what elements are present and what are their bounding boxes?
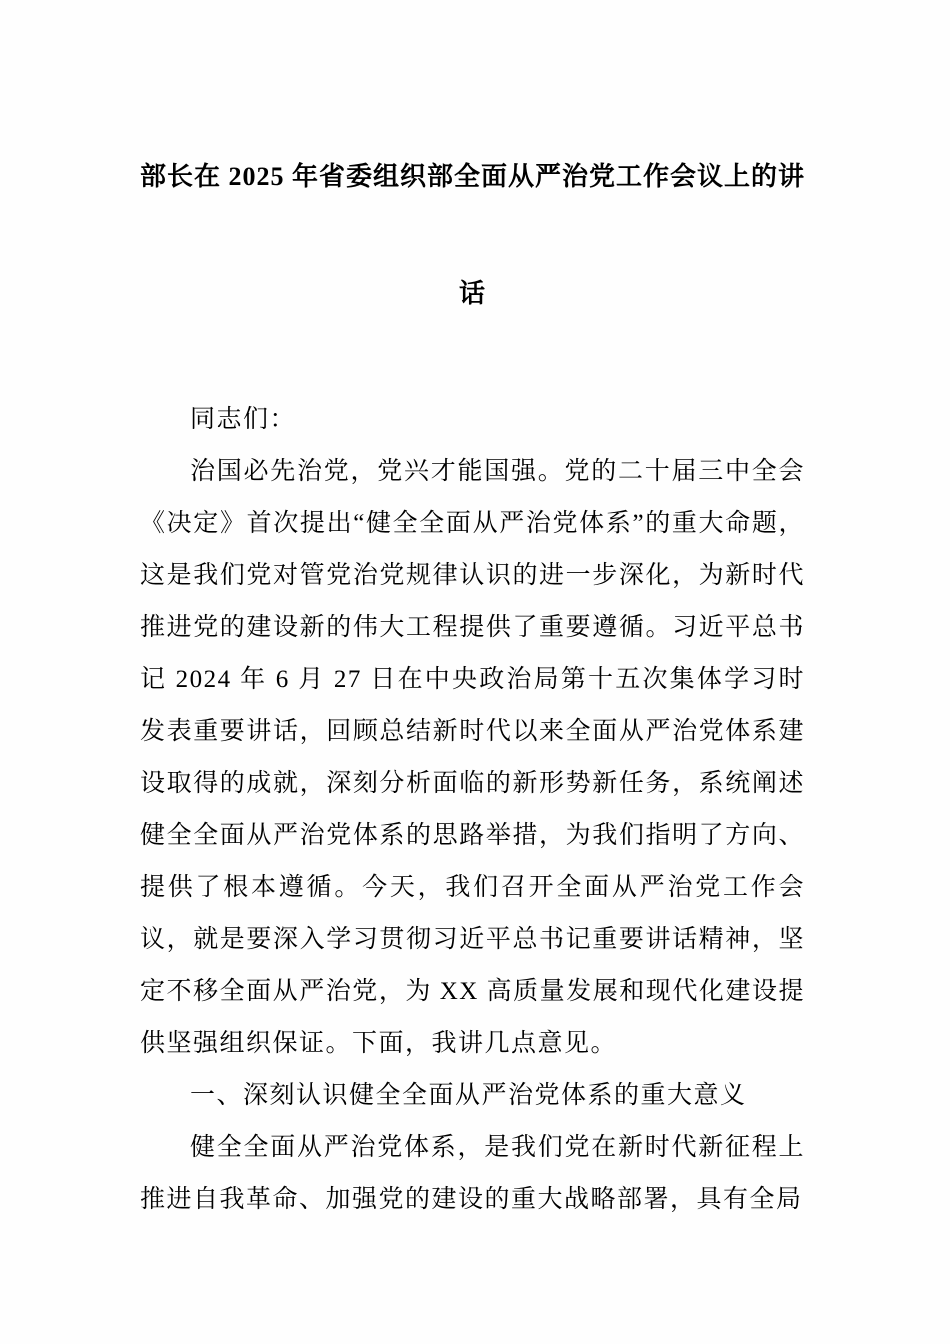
salutation: 同志们： — [190, 406, 297, 433]
document-title — [140, 118, 805, 352]
document-body — [140, 394, 805, 1226]
document-title-line-2: 话 — [458, 279, 486, 308]
section-heading-1: 一、深刻认识健全全面从严治党体系的重大意义 — [190, 1082, 747, 1109]
paragraph-section-1: 健全全面从严治党体系，是我们党在新时代新征程上推进自我革命、加强党的建设的重大战略部署，具有全局 — [140, 1134, 805, 1213]
document-title-line-1: 部长在 2025 年省委组织部全面从严治党工作会议上的讲 — [140, 162, 806, 191]
paragraph-intro: 治国必先治党，党兴才能国强。党的二十届三中全会《决定》首次提出“健全全面从严治党体系”的重大命题，这是我们党对管党治党规律认识的进一步深化，为新时代推进党的建设新的伟大工程提供了重要遵循。习近平总书记 2024 年 6 月 27 日在中央政治局第十五次集体学习时发表重要讲话，回顾总结新时代以来全面从严治党体系建设取得的成就，深刻分析面临的新形势新任务，系统阐述健全全面从严治党体系的思路举措，为我们指明了方向、提供了根本遵循。今天，我们召开全面从严治党工作会议，就是要深入学习贯彻习近平总书记重要讲话精神，坚定不移全面从严治党，为 XX 高质量发展和现代化建设提供坚强组织保证。下面，我讲几点意见。 — [140, 458, 805, 1057]
